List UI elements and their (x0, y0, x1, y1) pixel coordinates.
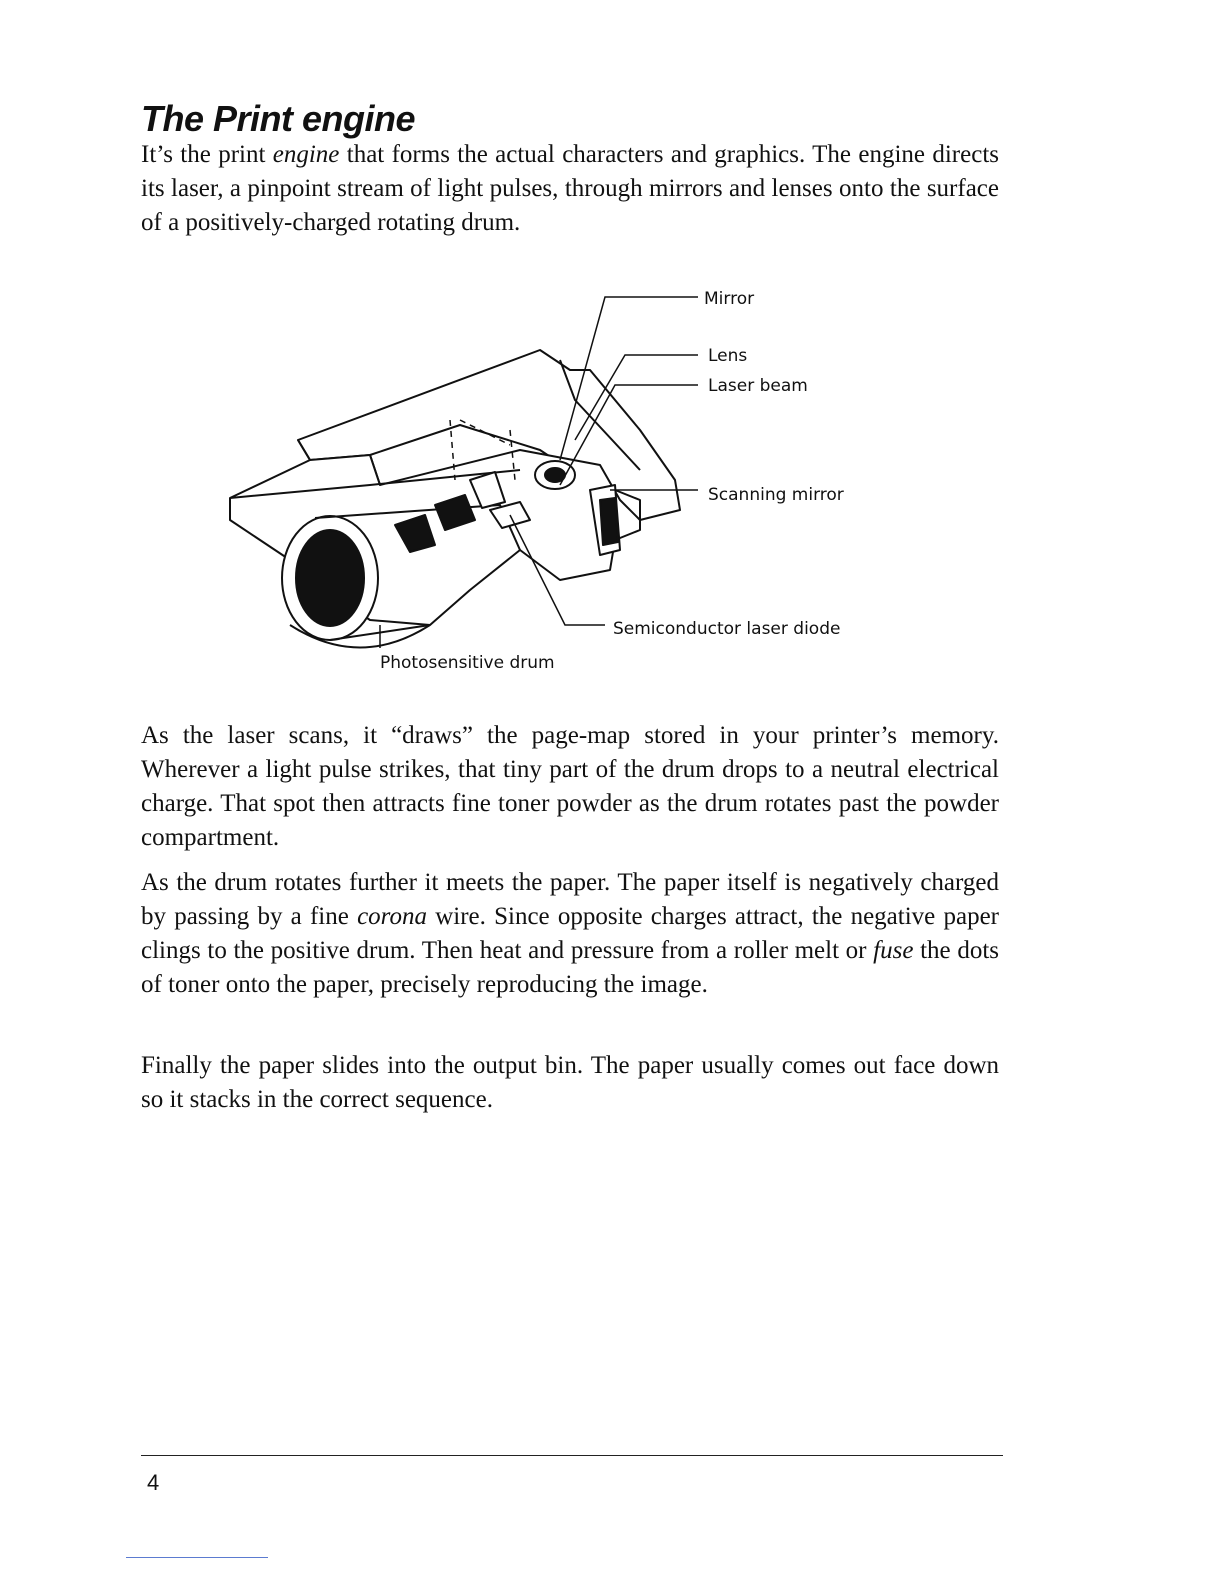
paragraph-output-bin: Finally the paper slides into the output bin. The paper usually comes out face down so it stacks in the correct sequence. (141, 1052, 999, 1113)
para3-emphasis-corona: corona (357, 903, 427, 930)
label-lens: Lens (708, 346, 748, 366)
para3-text-b: wire. Since opposite charges attract, the negative paper clings to the positive drum. Then heat and pressure from a roller melt or (141, 903, 1000, 964)
paragraph-drum-paper (141, 866, 999, 1002)
para3-text-c: the dots of toner onto the paper, precisely reproducing the image. (141, 937, 999, 998)
print-engine-diagram (220, 280, 900, 680)
page-number: 4 (147, 1470, 160, 1495)
bottom-edge-line (126, 1557, 268, 1558)
footer-rule (141, 1455, 1003, 1456)
printer-illustration (230, 350, 680, 648)
paragraph-laser-scan: As the laser scans, it “draws” the page-map stored in your printer’s memory. Wherever a light pulse strikes, that tiny part of the drum drops to a neutral electrical charge. That spot then attracts fine toner powder as the drum rotates past the powder compartment. (141, 722, 999, 851)
intro-emphasis-engine: engine (272, 141, 340, 168)
label-laser-beam: Laser beam (708, 376, 808, 396)
label-scanning-mirror: Scanning mirror (708, 485, 844, 505)
label-photosensitive-drum: Photosensitive drum (380, 653, 555, 673)
intro-text-end: that forms the actual characters and graphics. The engine directs its laser, a pinpoint stream of light pulses, through mirrors and lenses onto the surface of a positively-charged rotating drum. (141, 141, 999, 236)
intro-text-start: It’s the print (141, 141, 273, 168)
page-heading: The Print engine (141, 98, 416, 139)
label-laser-diode: Semiconductor laser diode (613, 619, 841, 639)
intro-paragraph (141, 138, 999, 240)
para3-text-a: As the drum rotates further it meets the paper. The paper itself is negatively charged by passing by a fine (141, 869, 999, 930)
label-mirror: Mirror (704, 289, 755, 309)
para3-emphasis-fuse: fuse (873, 937, 914, 964)
